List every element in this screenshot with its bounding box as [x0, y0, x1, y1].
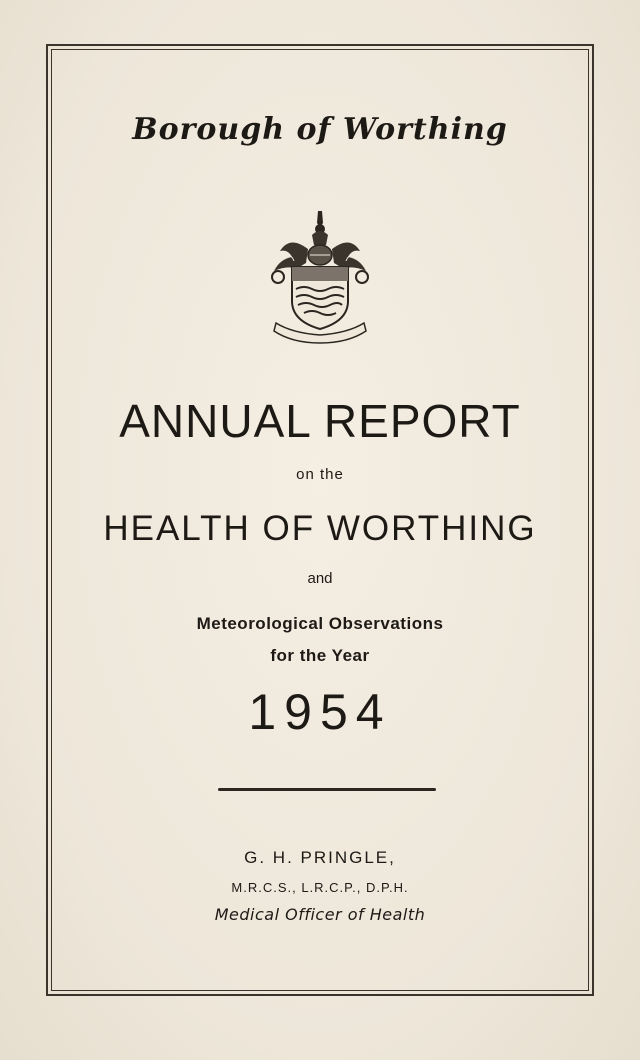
author-qualifications: M.R.C.S., L.R.C.P., D.P.H. [231, 880, 409, 895]
on-the-text: on the [296, 466, 344, 483]
report-subject: HEALTH OF WORTHING [103, 509, 537, 548]
meteorological-line: Meteorological Observations [196, 614, 444, 633]
and-text: and [307, 570, 333, 587]
report-year: 1954 [248, 684, 392, 740]
divider-rule [218, 788, 436, 791]
author-name: G. H. PRINGLE, [244, 848, 396, 867]
for-the-year-line: for the Year [270, 646, 370, 665]
author-role: Medical Officer of Health [214, 905, 426, 924]
coat-of-arms-icon [262, 205, 378, 345]
report-title: ANNUAL REPORT [119, 395, 521, 447]
borough-title: Borough of Worthing [132, 112, 508, 147]
